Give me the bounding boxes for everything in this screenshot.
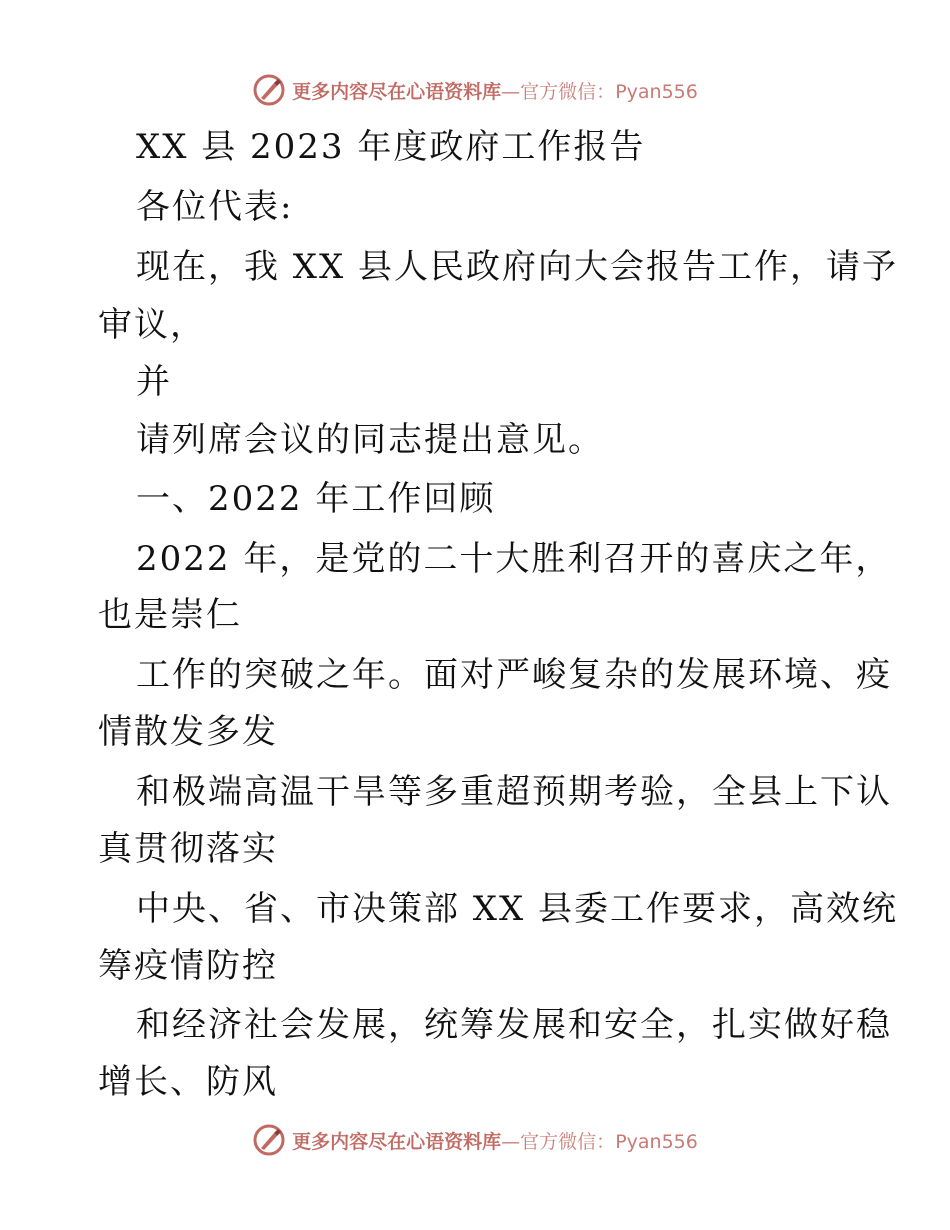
paragraph-line: 现在，我 XX 县人民政府向大会报告工作，请予 — [136, 247, 899, 287]
paragraph-line: 真贯彻落实 — [98, 829, 278, 869]
header-banner-text — [292, 77, 698, 104]
footer-banner-text — [292, 1127, 698, 1154]
paragraph-line: 情散发多发 — [98, 712, 278, 752]
header-banner-wechat-label: 官方微信： — [520, 80, 616, 103]
footer-banner-wechat-id: Pyan556 — [615, 1130, 698, 1153]
paragraph-line: 审议， — [98, 305, 206, 345]
paragraph-line: 并 — [136, 362, 172, 402]
section-heading: 一、2022 年工作回顾 — [136, 479, 496, 519]
paragraph-line: 和极端高温干旱等多重超预期考验，全县上下认 — [136, 772, 892, 812]
pen-logo-icon — [252, 73, 286, 107]
document-title: XX 县 2023 年度政府工作报告 — [136, 127, 646, 167]
paragraph-line: 请列席会议的同志提出意见。 — [136, 420, 604, 460]
header-banner-wechat-id: Pyan556 — [615, 80, 698, 103]
paragraph-line: 2022 年，是党的二十大胜利召开的喜庆之年， — [136, 539, 892, 579]
paragraph-line: 中央、省、市决策部 XX 县委工作要求，高效统 — [136, 889, 899, 929]
footer-banner-wechat-label: 官方微信： — [520, 1130, 616, 1153]
header-banner-separator: — — [501, 80, 521, 103]
pen-logo-icon — [252, 1123, 286, 1157]
header-banner-title: 更多内容尽在心语资料库 — [292, 80, 502, 103]
footer-banner — [0, 1120, 950, 1160]
paragraph-line: 筹疫情防控 — [98, 946, 278, 986]
paragraph-line: 和经济社会发展，统筹发展和安全，扎实做好稳 — [136, 1005, 892, 1045]
footer-banner-title: 更多内容尽在心语资料库 — [292, 1130, 502, 1153]
paragraph-line: 也是崇仁 — [98, 595, 242, 635]
paragraph-line: 工作的突破之年。面对严峻复杂的发展环境、疫 — [136, 655, 892, 695]
header-banner — [0, 70, 950, 110]
footer-banner-separator: — — [501, 1130, 521, 1153]
paragraph-line: 增长、防风 — [98, 1062, 278, 1102]
salutation: 各位代表: — [136, 187, 294, 227]
